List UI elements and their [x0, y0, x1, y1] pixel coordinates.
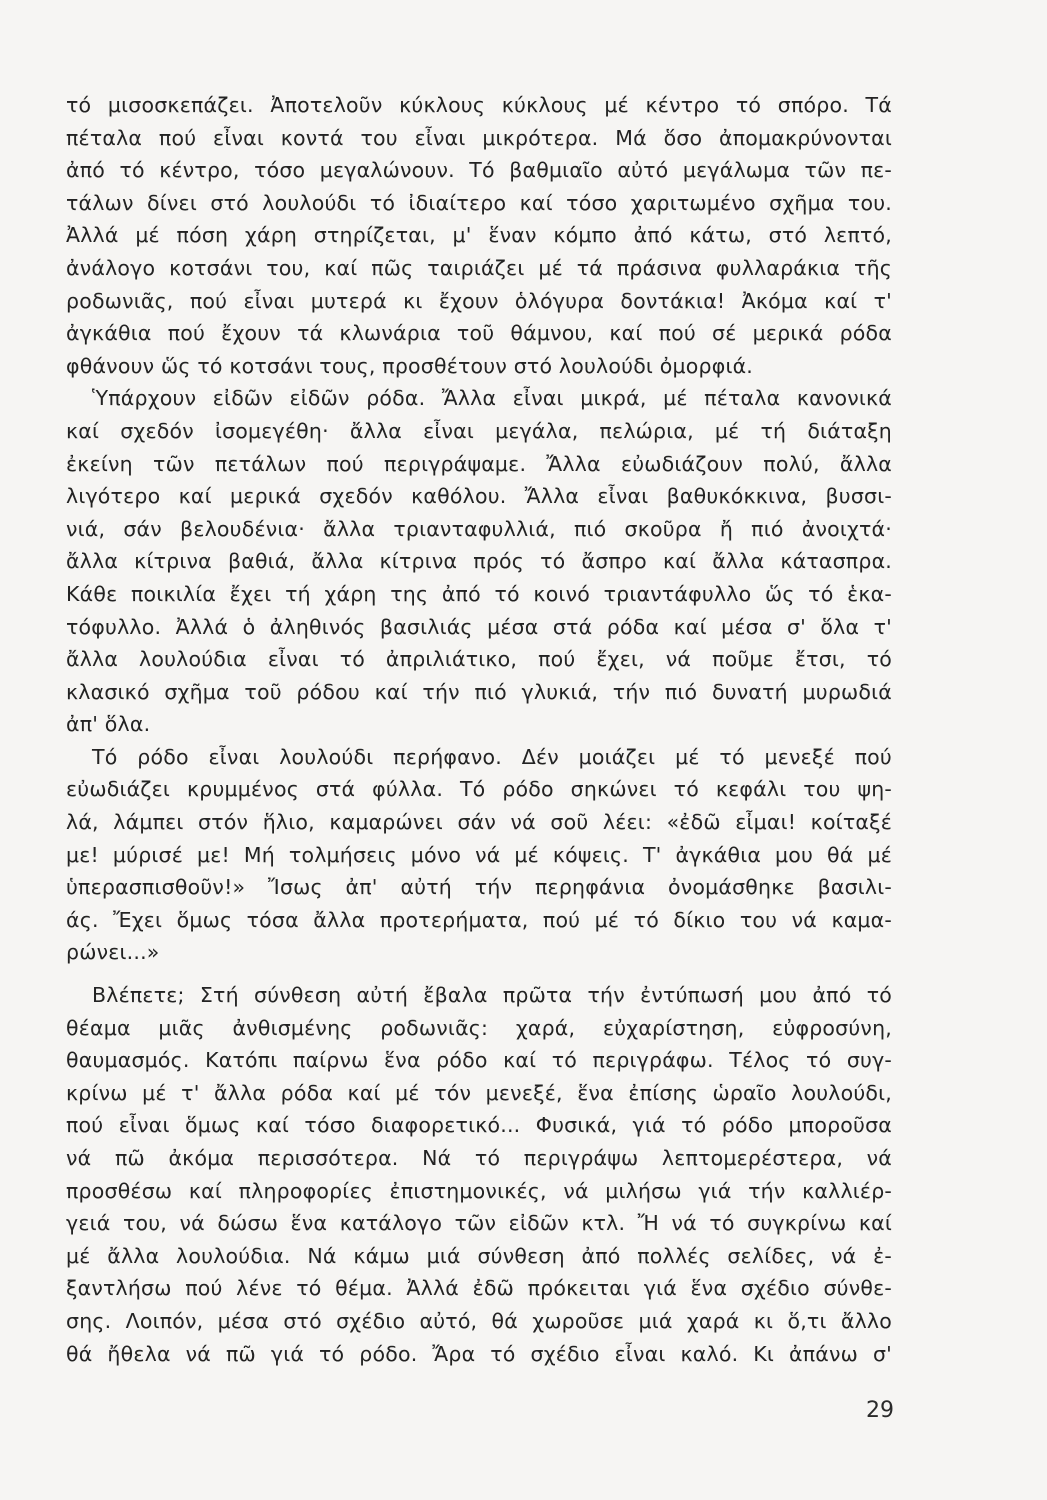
text-line: ρώνει...» [66, 940, 160, 965]
text-line: κλασικό σχῆμα τοῦ ρόδου καί τήν πιό γλυκιά, τήν πιό δυνατή μυρωδιά [66, 679, 892, 704]
text-line: ἀνάλογο κοτσάνι του, καί πῶς ταιριάζει μέ τά πράσινα φυλλαράκια τῆς [66, 255, 892, 280]
text-line: πέταλα πού εἶναι κοντά του εἶναι μικρότερα. Μά ὅσο ἀπομακρύνονται [66, 125, 892, 150]
text-line: θέαμα μιᾶς ἀνθισμένης ροδωνιᾶς: χαρά, εὐχαρίστηση, εὐφροσύνη, [66, 1015, 892, 1040]
text-line: θαυμασμός. Κατόπι παίρνω ἕνα ρόδο καί τό περιγράφω. Τέλος τό συγ- [66, 1048, 892, 1073]
text-line: λά, λάμπει στόν ἥλιο, καμαρώνει σάν νά σοῦ λέει: «ἐδῶ εἶμαι! κοίταξέ [66, 810, 892, 835]
paragraph-1 [66, 89, 892, 382]
text-line: κρίνω μέ τ' ἄλλα ρόδα καί μέ τόν μενεξέ, ἕνα ἐπίσης ὡραῖο λουλούδι, [66, 1080, 892, 1105]
text-line: ἐκείνη τῶν πετάλων πού περιγράψαμε. Ἄλλα εὐωδιάζουν πολύ, ἄλλα [66, 451, 892, 476]
text-line: Τό ρόδο εἶναι λουλούδι περήφανο. Δέν μοιάζει μέ τό μενεξέ πού [92, 744, 892, 769]
paragraph-spacer [66, 969, 892, 979]
text-line: μέ ἄλλα λουλούδια. Νά κάμω μιά σύνθεση ἀπό πολλές σελίδες, νά ἐ- [66, 1243, 892, 1268]
text-line: ἀγκάθια πού ἔχουν τά κλωνάρια τοῦ θάμνου, καί πού σέ μερικά ρόδα [66, 321, 892, 346]
text-line: ἀπ' ὅλα. [66, 712, 151, 737]
paragraph-3 [66, 741, 892, 969]
text-line: εὐωδιάζει κρυμμένος στά φύλλα. Τό ρόδο σηκώνει τό κεφάλι του ψη- [66, 777, 892, 802]
text-line: με! μύρισέ με! Μή τολμήσεις μόνο νά μέ κόψεις. Τ' ἀγκάθια μου θά μέ [66, 842, 892, 867]
paragraph-4 [66, 979, 892, 1370]
text-line: θά ἤθελα νά πῶ γιά τό ρόδο. Ἄρα τό σχέδιο εἶναι καλό. Κι ἀπάνω σ' [66, 1341, 892, 1366]
text-line: ξαντλήσω πού λένε τό θέμα. Ἀλλά ἐδῶ πρόκειται γιά ἕνα σχέδιο σύνθε- [66, 1276, 892, 1301]
text-line: άς. Ἔχει ὅμως τόσα ἄλλα προτερήματα, πού μέ τό δίκιο του νά καμα- [66, 907, 892, 932]
text-line: πού εἶναι ὅμως καί τόσο διαφορετικό... Φυσικά, γιά τό ρόδο μποροῦσα [66, 1113, 892, 1138]
body-text [66, 89, 892, 1370]
paragraph-2 [66, 382, 892, 741]
text-line: τάλων δίνει στό λουλούδι τό ἰδιαίτερο καί τόσο χαριτωμένο σχῆμα του. [66, 190, 892, 215]
text-line: προσθέσω καί πληροφορίες ἐπιστημονικές, νά μιλήσω γιά τήν καλλιέρ- [66, 1178, 892, 1203]
text-line: φθάνουν ὥς τό κοτσάνι τους, προσθέτουν στό λουλούδι ὀμορφιά. [66, 353, 754, 378]
text-line: σης. Λοιπόν, μέσα στό σχέδιο αὐτό, θά χωροῦσε μιά χαρά κι ὅ,τι ἄλλο [66, 1308, 892, 1333]
text-line: Βλέπετε; Στή σύνθεση αὐτή ἔβαλα πρῶτα τήν ἐντύπωσή μου ἀπό τό [92, 983, 892, 1008]
text-line: ἄλλα κίτρινα βαθιά, ἄλλα κίτρινα πρός τό ἄσπρο καί ἄλλα κάτασπρα. [66, 549, 892, 574]
text-line: ροδωνιᾶς, πού εἶναι μυτερά κι ἔχουν ὁλόγυρα δοντάκια! Ἀκόμα καί τ' [66, 288, 892, 313]
text-line: Κάθε ποικιλία ἔχει τή χάρη της ἀπό τό κοινό τριαντάφυλλο ὥς τό ἑκα- [66, 581, 892, 606]
text-line: ὑπερασπισθοῦν!» Ἴσως ἀπ' αὐτή τήν περηφάνια ὀνομάσθηκε βασιλι- [66, 875, 892, 900]
text-line: ἄλλα λουλούδια εἶναι τό ἀπριλιάτικο, πού ἔχει, νά ποῦμε ἔτσι, τό [66, 647, 892, 672]
text-line: τό μισοσκεπάζει. Ἀποτελοῦν κύκλους κύκλους μέ κέντρο τό σπόρο. Τά [66, 93, 892, 117]
text-line: λιγότερο καί μερικά σχεδόν καθόλου. Ἄλλα εἶναι βαθυκόκκινα, βυσσι- [66, 484, 892, 509]
text-line: νιά, σάν βελουδένια· ἄλλα τριανταφυλλιά, πιό σκοῦρα ἤ πιό ἀνοιχτά· [66, 516, 892, 541]
text-line: τόφυλλο. Ἀλλά ὁ ἀληθινός βασιλιάς μέσα στά ρόδα καί μέσα σ' ὅλα τ' [66, 614, 892, 639]
text-line: γειά του, νά δώσω ἕνα κατάλογο τῶν εἰδῶν κτλ. Ἤ νά τό συγκρίνω καί [66, 1211, 892, 1236]
text-line: Ἀλλά μέ πόση χάρη στηρίζεται, μ' ἕναν κόμπο ἀπό κάτω, στό λεπτό, [66, 223, 892, 248]
page-number: 29 [866, 1398, 894, 1423]
text-line: ἀπό τό κέντρο, τόσο μεγαλώνουν. Τό βαθμιαῖο αὐτό μεγάλωμα τῶν πε- [66, 158, 892, 183]
text-line: Ὑπάρχουν εἰδῶν εἰδῶν ρόδα. Ἄλλα εἶναι μικρά, μέ πέταλα κανονικά [92, 386, 892, 411]
text-line: καί σχεδόν ἰσομεγέθη· ἄλλα εἶναι μεγάλα, πελώρια, μέ τή διάταξη [66, 418, 892, 443]
text-line: νά πῶ ἀκόμα περισσότερα. Νά τό περιγράψω λεπτομερέστερα, νά [66, 1146, 892, 1170]
